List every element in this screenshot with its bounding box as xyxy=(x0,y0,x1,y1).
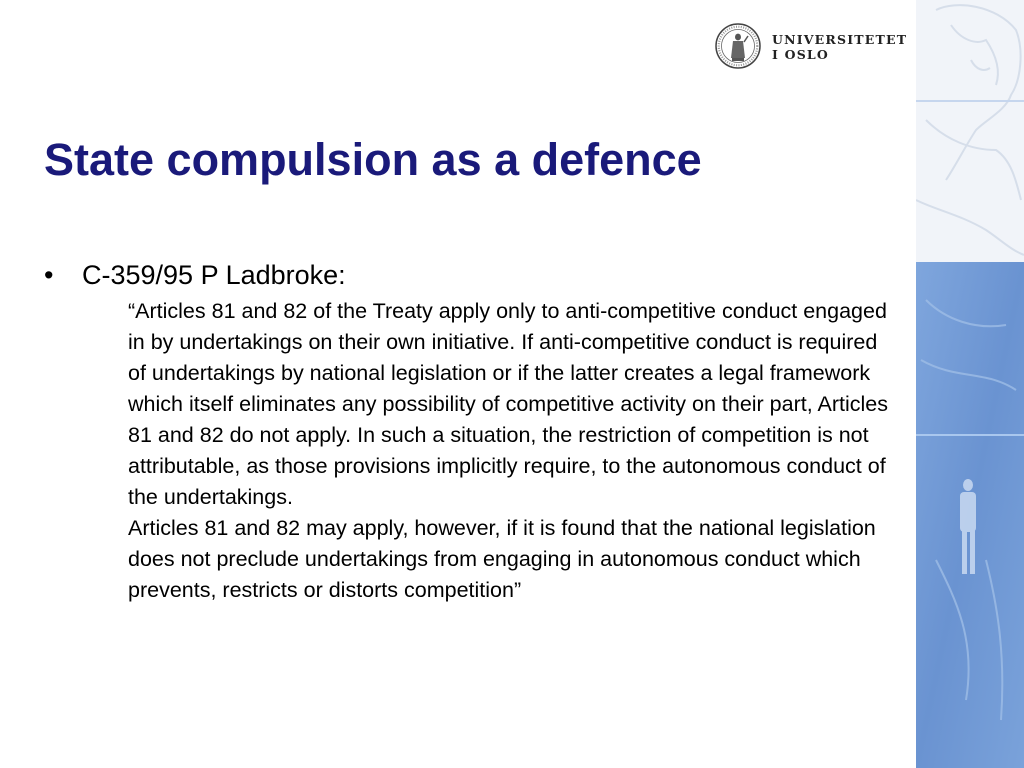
logo-line-2: I OSLO xyxy=(772,47,829,62)
bullet-item xyxy=(44,257,346,293)
side-panel-artwork xyxy=(916,0,1024,768)
logo-line-1: UNIVERSITETET xyxy=(772,32,908,47)
decorative-side-panel xyxy=(916,0,1024,768)
case-quote xyxy=(128,296,898,606)
quote-paragraph-1: “Articles 81 and 82 of the Treaty apply only to anti-competitive conduct engaged in by undertakings on their own initiative. If anti-competitive conduct is required of undertakings by national legislation or if the latter creates a legal framework which itself eliminates any possibility of competitive activity on their part, Articles 81 and 82 do not apply. In such a situation, the restriction of competition is not attributable, as those provisions implicitly require, to the autonomous conduct of the undertakings. xyxy=(128,299,888,509)
quote-paragraph-2: Articles 81 and 82 may apply, however, if it is found that the national legislation does not preclude undertakings from engaging in autonomous conduct which prevents, restricts or distorts competition” xyxy=(128,516,876,602)
bullet-label: C-359/95 P Ladbroke: xyxy=(82,260,346,290)
university-wordmark xyxy=(772,32,907,62)
slide-title: State compulsion as a defence xyxy=(44,134,702,185)
university-seal-icon xyxy=(714,22,762,70)
university-logo xyxy=(714,22,908,72)
bullet-dot: • xyxy=(44,260,54,290)
